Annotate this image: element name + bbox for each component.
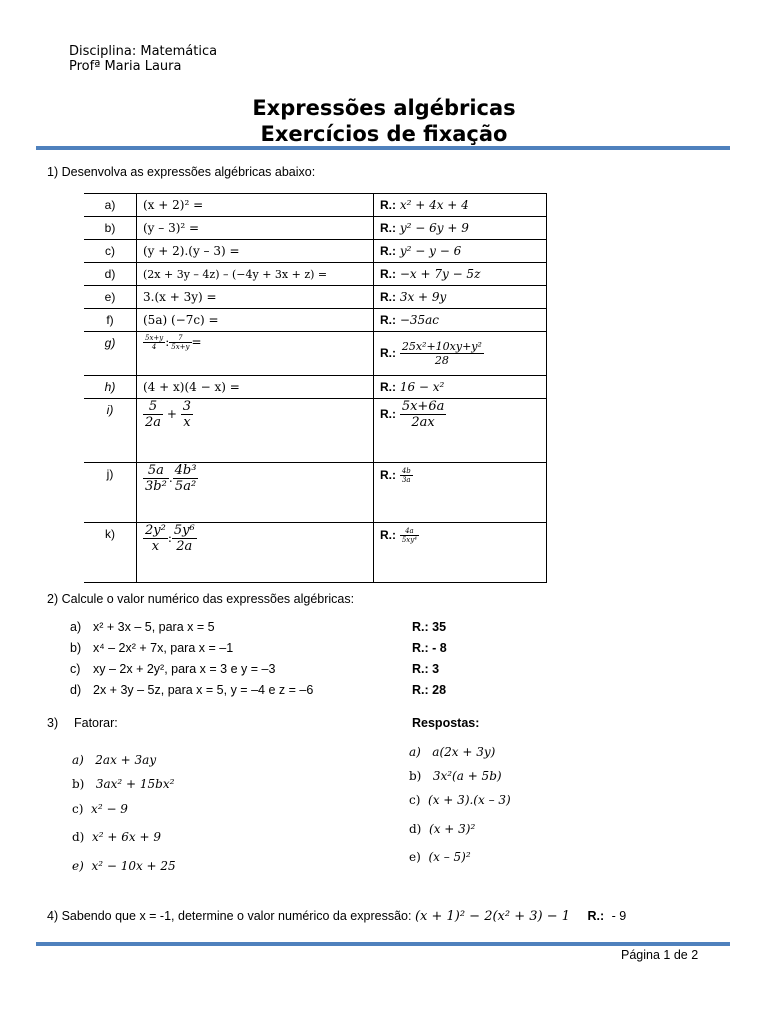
table-row: [84, 194, 547, 217]
q4-answer-label: R.:: [587, 909, 605, 923]
subject-line: Disciplina: Matemática: [69, 44, 218, 59]
q4-expression: (x + 1)² − 2(x² + 3) − 1: [414, 909, 571, 924]
q2-prompt: 2) Calcule o valor numérico das expressões algébricas:: [47, 592, 355, 606]
row-label: f): [84, 309, 137, 332]
list-item: e) (x – 5)²: [409, 850, 471, 864]
list-item: a) 2ax + 3ay: [72, 753, 157, 767]
row-expression: (2x + 3y – 4z) – (−4y + 3x + z) =: [137, 263, 374, 286]
row-label: a): [84, 194, 137, 217]
row-expression: (4 + x)(4 − x) =: [137, 376, 374, 399]
row-expression: $\frac{\text{2y²}}{x}$ : $\frac{\text{5y⁶}}{2a}$: [137, 523, 374, 583]
row-answer: R.: $\frac{4a}{\text{5xy⁴}}$: [374, 523, 547, 583]
list-item: d) (x + 3)²: [409, 822, 476, 836]
title-divider: [36, 146, 730, 150]
row-expression: (y – 3)² =: [137, 217, 374, 240]
teacher-line: Profª Maria Laura: [69, 59, 182, 74]
q4-prompt: 4) Sabendo que x = -1, determine o valor numérico da expressão:: [47, 909, 412, 923]
list-item: e) x² − 10x + 25: [72, 859, 176, 873]
table-row: [84, 463, 547, 523]
row-expression: $\frac{5a}{\text{3b²}}$ . $\frac{\text{4b³}}{\text{5a²}}$: [137, 463, 374, 523]
row-answer: R.: x² + 4x + 4: [374, 194, 547, 217]
q3-answers-title: Respostas:: [412, 716, 480, 730]
q4-answer-value: - 9: [611, 909, 627, 923]
row-label: h): [84, 376, 137, 399]
footer-divider: [36, 942, 730, 946]
page-number: Página 1 de 2: [621, 948, 699, 962]
table-row: [84, 263, 547, 286]
row-label: c): [84, 240, 137, 263]
table-row: [84, 309, 547, 332]
row-expression: (5a) (−7c) =: [137, 309, 374, 332]
row-label: d): [84, 263, 137, 286]
row-label: b): [84, 217, 137, 240]
list-item: b) 3ax² + 15bx²: [72, 777, 175, 791]
row-answer: R.: −35ac: [374, 309, 547, 332]
table-row: [84, 217, 547, 240]
q3-number: 3): [47, 716, 59, 730]
list-item: c) xy – 2x + 2y², para x = 3 e y = –3 R.: 3: [70, 662, 440, 676]
page-title: Expressões algébricas: [252, 96, 516, 120]
row-label: e): [84, 286, 137, 309]
list-item: c) x² − 9: [72, 802, 128, 816]
row-answer: R.: 3x + 9y: [374, 286, 547, 309]
q1-table: [84, 193, 547, 583]
row-label: k): [84, 523, 137, 583]
row-label: i): [84, 399, 137, 463]
list-item: a) a(2x + 3y): [409, 745, 496, 759]
list-item: a) x² + 3x – 5, para x = 5 R.: 35: [70, 620, 447, 634]
row-answer: R.: $\frac{4b}{3a}$: [374, 463, 547, 523]
q3-prompt: Fatorar:: [74, 716, 118, 730]
row-answer: R.: −x + 7y − 5z: [374, 263, 547, 286]
row-answer: R.: y² − 6y + 9: [374, 217, 547, 240]
table-row: [84, 376, 547, 399]
row-label: g): [84, 332, 137, 376]
table-row: [84, 523, 547, 583]
table-row: [84, 399, 547, 463]
row-expression: 3.(x + 3y) =: [137, 286, 374, 309]
list-item: b) 3x²(a + 5b): [409, 769, 502, 783]
row-expression: (y + 2).(y – 3) =: [137, 240, 374, 263]
row-label: j): [84, 463, 137, 523]
list-item: b) x⁴ – 2x² + 7x, para x = –1 R.: - 8: [70, 641, 447, 655]
q1-prompt: 1) Desenvolva as expressões algébricas abaixo:: [47, 165, 316, 179]
row-expression: $\frac{5x+y}{4}$ : $\frac{7}{5x+y}$ =: [137, 332, 374, 376]
table-row: [84, 286, 547, 309]
page-subtitle: Exercícios de fixação: [260, 122, 508, 146]
table-row: [84, 332, 547, 376]
row-answer: R.: $\frac{\text{25x²+10xy+y²}}{28}$: [374, 332, 547, 376]
row-answer: R.: $\frac{5x+6a}{2ax}$: [374, 399, 547, 463]
table-row: [84, 240, 547, 263]
q2-list: [70, 620, 710, 704]
document-header: [69, 44, 217, 74]
row-answer: R.: y² − y − 6: [374, 240, 547, 263]
list-item: c) (x + 3).(x – 3): [409, 793, 511, 807]
list-item: d) 2x + 3y – 5z, para x = 5, y = –4 e z = –6 R.: 28: [70, 683, 447, 697]
row-answer: R.: 16 − x²: [374, 376, 547, 399]
row-expression: $\frac{5}{2a}$ + $\frac{3}{x}$: [137, 399, 374, 463]
list-item: d) x² + 6x + 9: [72, 830, 161, 844]
q4-line: [47, 909, 626, 924]
row-expression: (x + 2)² =: [137, 194, 374, 217]
